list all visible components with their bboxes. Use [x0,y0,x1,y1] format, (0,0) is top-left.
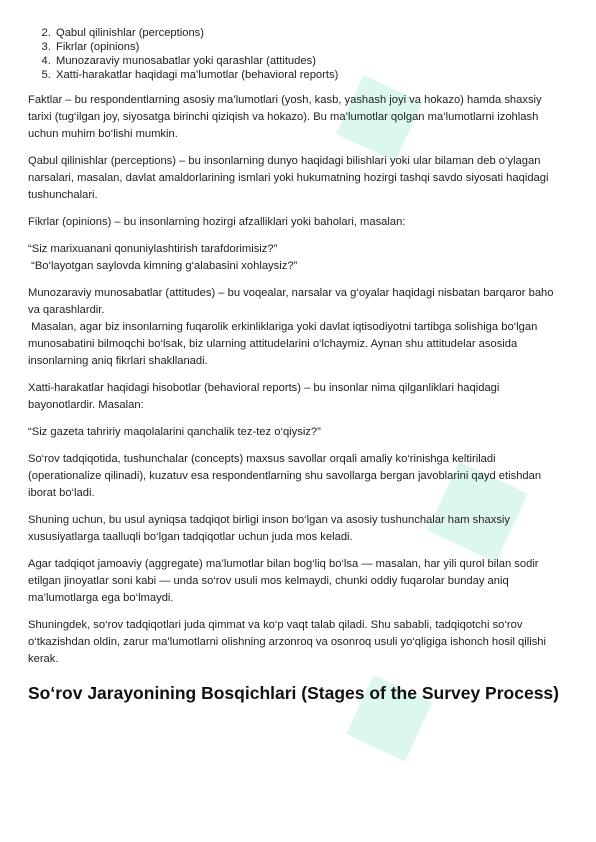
paragraph-fikrlar: Fikrlar (opinions) – bu insonlarning hozirgi afzalliklari yoki baholari, masalan: [28,216,406,228]
watermark-logo: ◆ [309,28,444,191]
paragraph-agar: Agar tadqiqot jamoaviy (aggregate) ma’lumotlar bilan bog‘liq bo‘lsa — masalan, har yili qurol bilan sodir etilgan jinoyatlar soni kabi — unda so‘rov usuli mos kelmaydi, chunki oddiy fuqarolar bunday aniq ma’lumotlarga ega bo‘lmaydi. [28,558,539,604]
list-item: 2. Qabul qilinishlar (perceptions) [54,26,568,40]
list-item: 3. Fikrlar (opinions) [54,40,568,54]
paragraph-xatti: Xatti-harakatlar haqidagi hisobotlar (behavioral reports) – bu insonlar nima qilganliklari haqidagi bayonotlardir. Masalan: [28,382,500,411]
watermark-logo: ◆ [395,406,553,597]
quote-2: “Bo‘layotgan saylovda kimning g‘alabasini xohlaysiz?” [31,260,298,272]
quote-block [28,241,568,275]
paragraph-shuningdek: Shuningdek, so‘rov tadqiqotlari juda qimmat va ko‘p vaqt talab qiladi. Shu sababli, tadqiqotchi so‘rov o‘tkazishdan oldin, zarur ma’lumotlarni olishning arzonroq va osonroq usuli yo‘qligiga ishonch hosil qilishi kerak. [28,619,547,665]
category-list [28,26,568,82]
paragraph-sorov: So‘rov tadqiqotida, tushunchalar (concepts) maxsus savollar orqali amaliy ko‘rinishga keltiriladi (operationalize qilinadi), kuzatuv esa respondentlarning shu savollarga bergan javoblarini qayd etishdan iborat bo‘ladi. [28,453,542,499]
paragraph-munozara [28,285,568,370]
masalan-text: Masalan, agar biz insonlarning fuqarolik erkinliklariga yoki davlat iqtisodiyotni tartibga solishiga bo‘lgan munosabatini bilmoqchi bo‘lsak, biz ularning attitudelarini o‘lchaymiz. Aynan shu attitudelar asosida insonlarning aniq fikrlari shakllanadi. [28,321,538,367]
section-heading: So‘rov Jarayonining Bosqichlari (Stages of the Survey Process) [28,683,559,703]
munozara-text: Munozaraviy munosabatlar (attitudes) – bu voqealar, narsalar va g‘oyalar haqidagi nisbatan barqaror baho va qarashlardir. [28,287,554,316]
paragraph-shuning: Shuning uchun, bu usul ayniqsa tadqiqot birligi inson bo‘lgan va asosiy tushunchalar ham shaxsiy xususiyatlarga taalluqli bo‘lgan tadqiqotlar uchun juda mos keladi. [28,514,510,543]
quote-3: “Siz gazeta tahririy maqolalarini qanchalik tez-tez o‘qiysiz?” [28,426,321,438]
quote-1: “Siz marixuanani qonuniylashtirish tarafdorimisiz?” [28,243,278,255]
paragraph-qabul: Qabul qilinishlar (perceptions) – bu insonlarning dunyo haqidagi bilishlari yoki ular bilaman deb o‘ylagan narsalari, masalan, davlat amaldorlarining ismlari yoki hukumatning hozirgi tashqi savdo siyosati haqidagi tushunchalari. [28,155,549,201]
document-page [28,26,568,704]
list-item: 4. Munozaraviy munosabatlar yoki qarashlar (attitudes) [54,54,568,68]
list-item: 5. Xatti-harakatlar haqidagi ma’lumotlar (behavioral reports) [54,68,568,82]
watermark-logo: ◆ [319,628,454,791]
paragraph-faktlar: Faktlar – bu respondentlarning asosiy ma’lumotlari (yosh, kasb, yashash joyi va hokazo) hamda shaxsiy tarixi (tug‘ilgan joy, siyosatga birinchi qiziqish va hokazo). Bu ma’lumotlar qolgan ma’lumotlarni izohlash uchun muhim bo‘lishi mumkin. [28,94,542,140]
